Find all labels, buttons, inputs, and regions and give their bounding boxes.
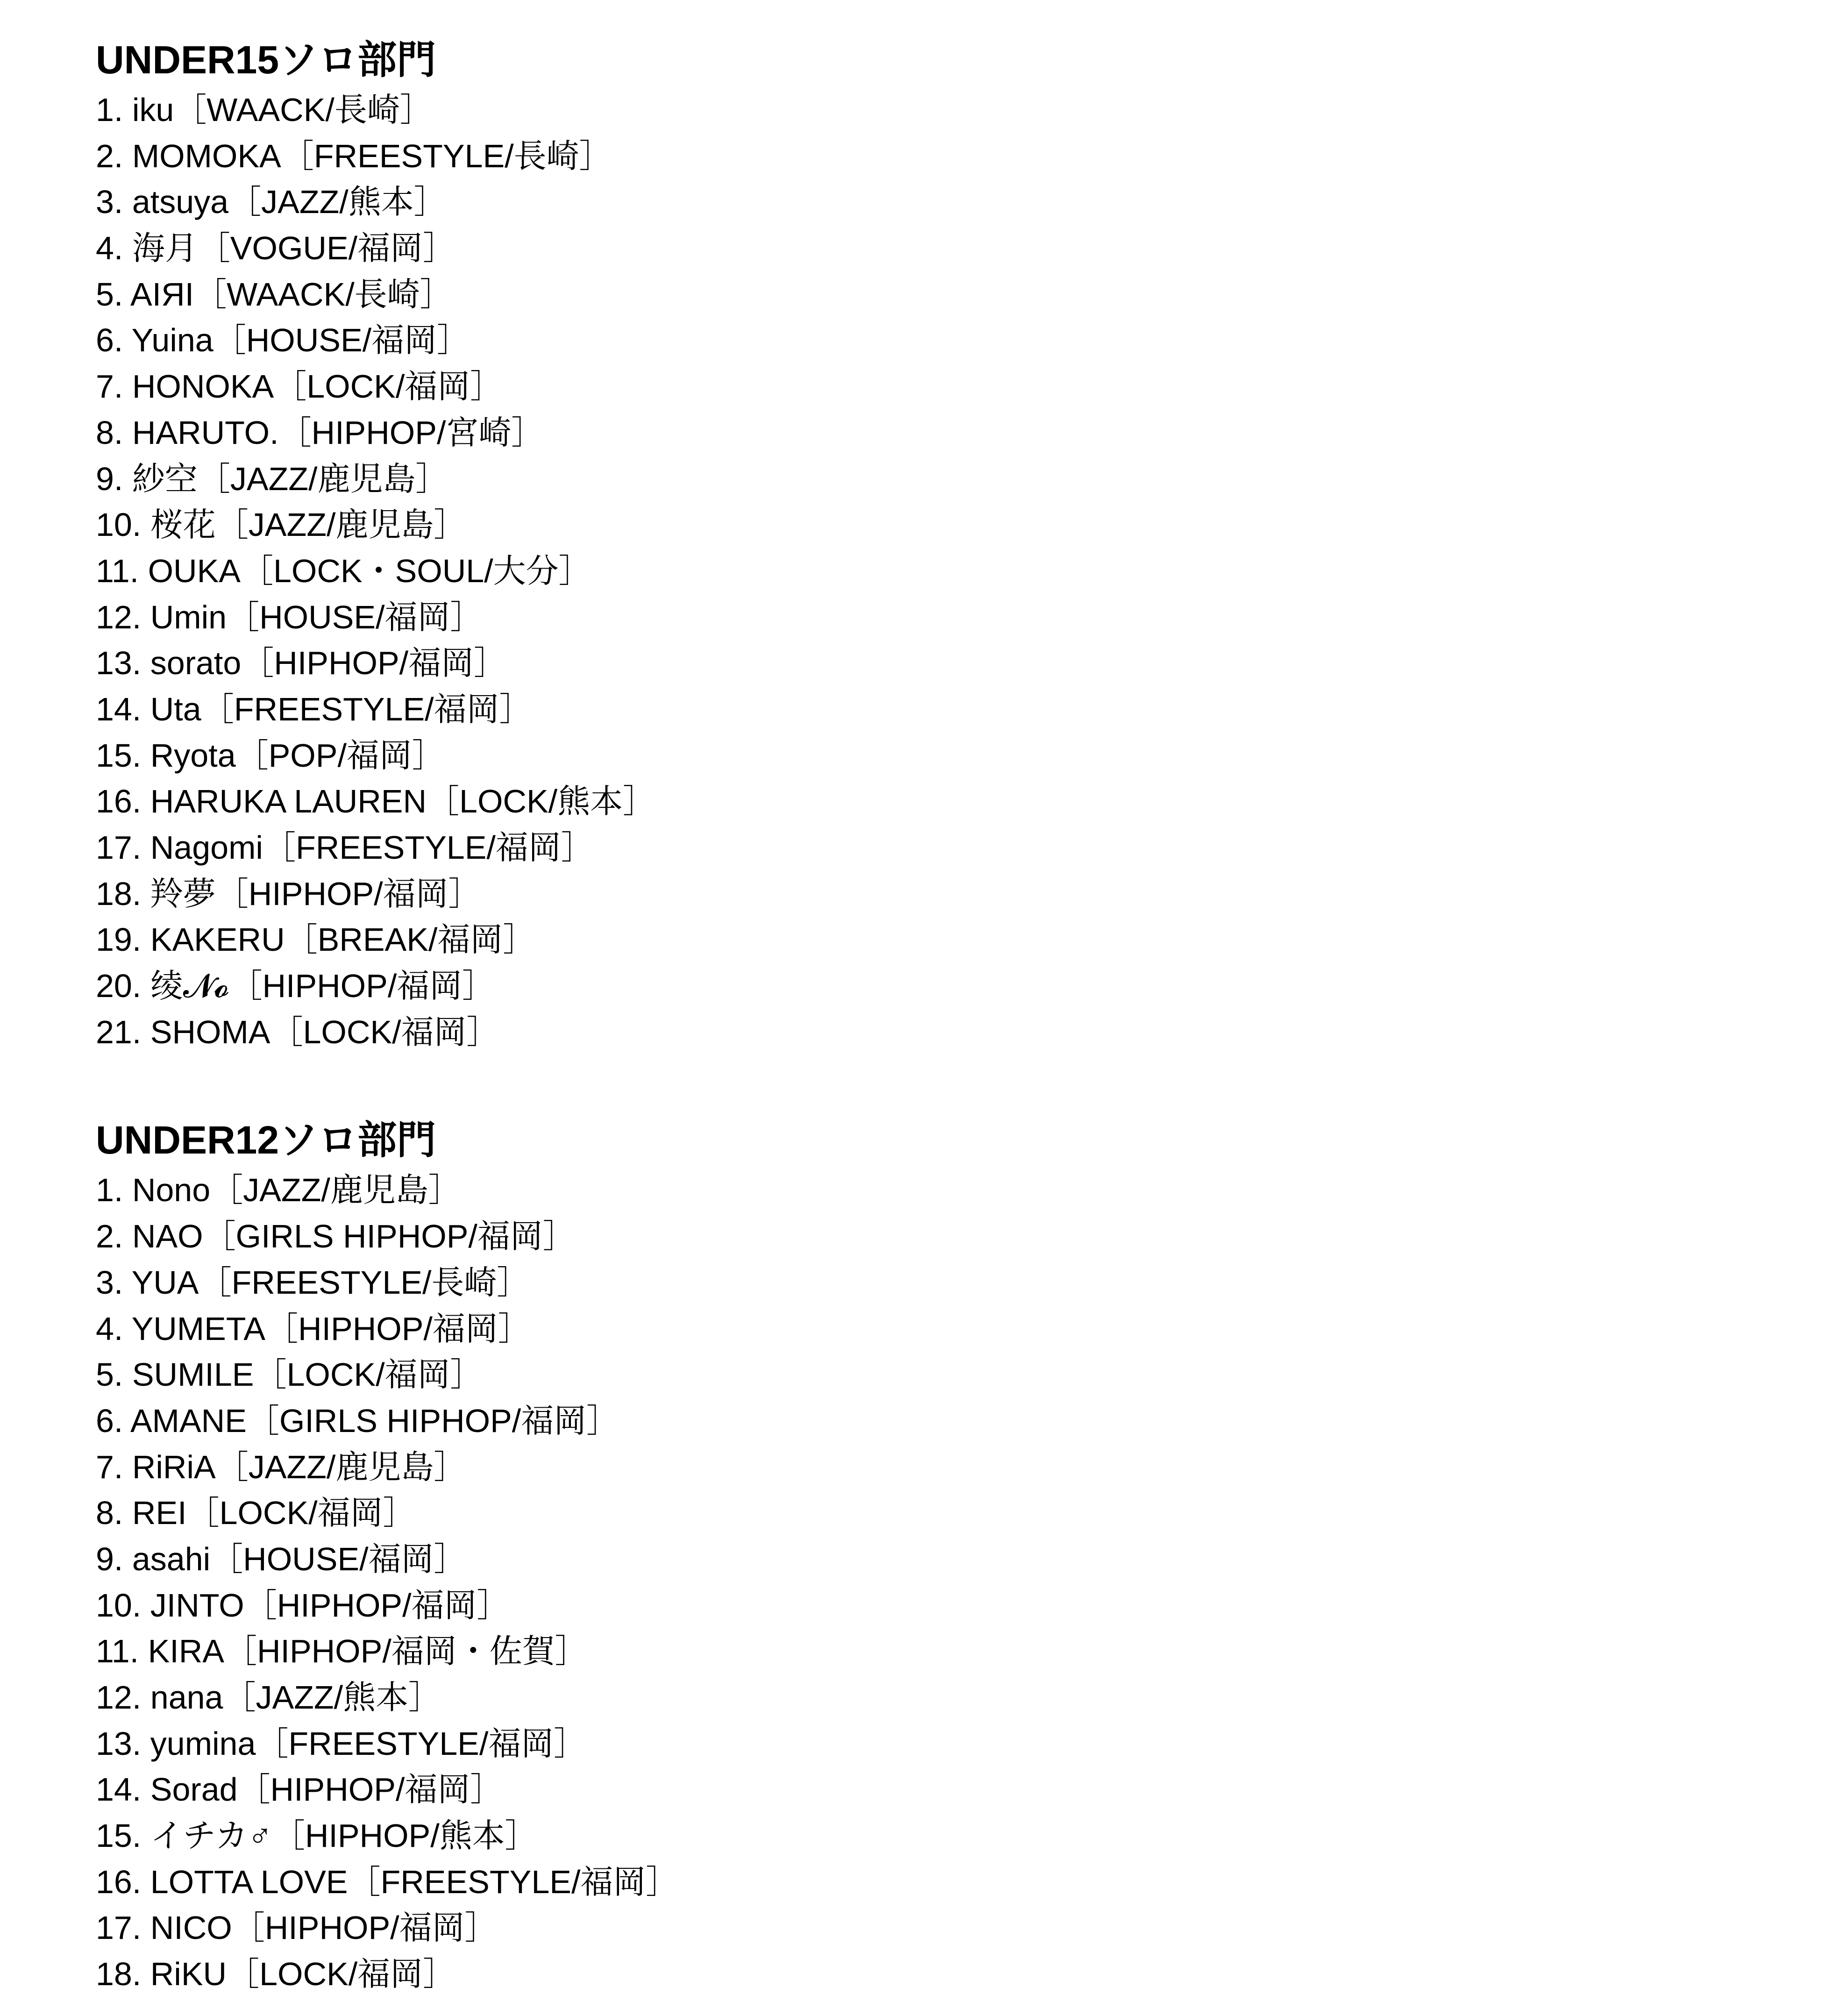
section-spacer (96, 1055, 1778, 1113)
list-item: 16. LOTTA LOVE［FREESTYLE/福岡］ (96, 1863, 679, 1900)
list-item: 19. KAKERU［BREAK/福岡］ (96, 921, 536, 958)
list-item: 8. HARUTO.［HIPHOP/宮崎］ (96, 414, 544, 451)
list-item: 12. nana［JAZZ/熊本］ (96, 1679, 441, 1716)
under12-solo-section (96, 1113, 1778, 1997)
under15-solo-section (96, 33, 1778, 1055)
list-item: 5. SUMILE［LOCK/福岡］ (96, 1356, 483, 1393)
list-item: 12. Umin［HOUSE/福岡］ (96, 598, 483, 635)
list-item: 4. YUMETA［HIPHOP/福岡］ (96, 1310, 531, 1347)
list-item: 8. REI［LOCK/福岡］ (96, 1495, 416, 1532)
list-item: 17. Nagomi［FREESTYLE/福岡］ (96, 829, 594, 866)
list-item: 9. asahi［HOUSE/福岡］ (96, 1540, 467, 1577)
list-item: 9. 紗空［JAZZ/鹿児島］ (96, 460, 449, 497)
list-item: 16. HARUKA LAUREN［LOCK/熊本］ (96, 783, 656, 820)
list-item: 2. NAO［GIRLS HIPHOP/福岡］ (96, 1218, 576, 1255)
list-item: 3. atsuya［JAZZ/熊本］ (96, 184, 447, 221)
list-item: 13. sorato［HIPHOP/福岡］ (96, 645, 507, 682)
list-item: 18. 羚夢［HIPHOP/福岡］ (96, 875, 481, 912)
list-item: 17. NICO［HIPHOP/福岡］ (96, 1909, 498, 1946)
list-item: 1. iku［WAACK/長崎］ (96, 92, 433, 128)
list-item: 20. 绫𝓝𝓸［HIPHOP/福岡］ (96, 968, 495, 1004)
list-item: 6. AMANE［GIRLS HIPHOP/福岡］ (96, 1402, 619, 1439)
list-item: 11. KIRA［HIPHOP/福岡・佐賀］ (96, 1633, 588, 1670)
list-item: 3. YUA［FREESTYLE/長崎］ (96, 1264, 530, 1301)
list-item: 6. Yuina［HOUSE/福岡］ (96, 322, 470, 359)
list-item: 4. 海月［VOGUE/福岡］ (96, 230, 456, 267)
list-item: 13. yumina［FREESTYLE/福岡］ (96, 1725, 587, 1762)
list-item: 10. JINTO［HIPHOP/福岡］ (96, 1587, 510, 1624)
list-item: 11. OUKA［LOCK・SOUL/大分］ (96, 552, 591, 589)
section-title: UNDER12ソロ部門 (96, 1118, 436, 1162)
list-item: 15. Ryota［POP/福岡］ (96, 737, 445, 774)
entry-list (96, 1167, 1778, 1997)
document-page (96, 33, 1778, 1997)
list-item: 2. MOMOKA［FREESTYLE/長崎］ (96, 137, 612, 174)
list-item: 7. RiRiA［JAZZ/鹿児島］ (96, 1448, 467, 1485)
entry-list (96, 87, 1778, 1055)
list-item: 14. Uta［FREESTYLE/福岡］ (96, 691, 532, 727)
list-item: 5. AIЯI［WAACK/長崎］ (96, 276, 453, 313)
section-title: UNDER15ソロ部門 (96, 38, 436, 82)
list-item: 18. RiKU［LOCK/福岡］ (96, 1956, 456, 1993)
list-item: 21. SHOMA［LOCK/福岡］ (96, 1013, 499, 1050)
list-item: 14. Sorad［HIPHOP/福岡］ (96, 1771, 503, 1808)
list-item: 7. HONOKA［LOCK/福岡］ (96, 368, 503, 405)
list-item: 10. 桜花［JAZZ/鹿児島］ (96, 506, 467, 543)
list-item: 15. イチカ♂［HIPHOP/熊本］ (96, 1817, 538, 1854)
list-item: 1. Nono［JAZZ/鹿児島］ (96, 1172, 461, 1209)
